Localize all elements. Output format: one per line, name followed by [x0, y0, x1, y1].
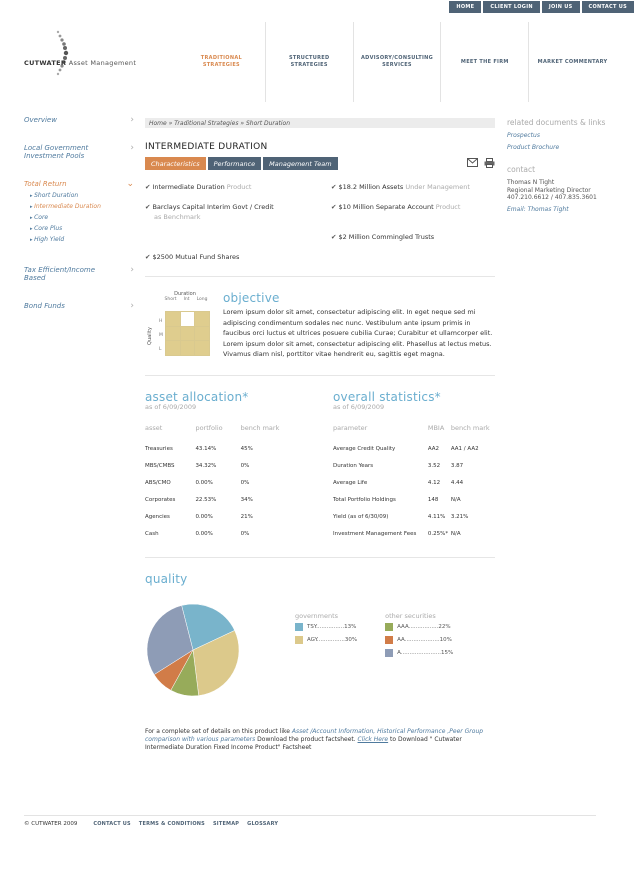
key-facts: [145, 182, 495, 262]
table-cell: 0.00%: [195, 514, 213, 520]
check-icon: ✔: [331, 233, 337, 241]
logo[interactable]: [24, 30, 144, 76]
table-row: [333, 526, 495, 543]
email-icon[interactable]: [467, 158, 478, 167]
table-cell: Average Life: [333, 480, 368, 486]
details-text: For a complete set of details on this product like: [145, 728, 292, 735]
legend-swatch: [385, 636, 393, 644]
table-cell: 21%: [240, 514, 253, 520]
asset-allocation-heading: asset allocation*: [145, 390, 249, 404]
objective-section: [145, 291, 495, 361]
overall-statistics: [333, 390, 495, 543]
related-docs-heading: related documents & links: [507, 118, 606, 127]
table-cell: 0%: [240, 463, 250, 469]
duration-columns: [161, 297, 211, 302]
divider: [145, 276, 495, 277]
duration-col-long: Long: [196, 297, 208, 302]
chevron-right-icon: ›: [130, 301, 134, 311]
legend-swatch: [295, 636, 303, 644]
fact-item: ✔ $2500 Mutual Fund Shares: [145, 253, 240, 261]
legend-item: [385, 636, 453, 644]
table-row: [333, 475, 495, 492]
print-icon[interactable]: [484, 158, 495, 168]
quality-pie-chart: [145, 602, 295, 700]
table-cell: Cash: [145, 531, 159, 537]
leftnav-bond-funds[interactable]: Bond Funds ›: [24, 301, 134, 311]
legend-label: AAA.................22%: [397, 624, 451, 630]
overall-statistics-table: [333, 424, 495, 543]
legend-item: [385, 623, 453, 631]
legend-label: AGY................30%: [307, 637, 358, 643]
check-icon: ✔: [145, 203, 151, 211]
leftnav-tax-efficient[interactable]: Tax Efficient/Income Based ›: [24, 265, 134, 282]
objective-heading: objective: [223, 291, 280, 305]
table-cell: 22.53%: [195, 497, 217, 503]
table-cell: Yield (as of 6/30/09): [333, 514, 389, 520]
footer-terms-link[interactable]: TERMS & CONDITIONS: [138, 821, 205, 827]
leftnav-local-government[interactable]: Local Government Investment Pools ›: [24, 143, 134, 160]
contact-email-link[interactable]: Email: Thomas Tight: [507, 205, 569, 213]
table-cell: AA2: [427, 446, 440, 452]
col-header: bench mark: [450, 424, 490, 432]
table-cell: 3.87: [450, 463, 464, 469]
legend-swatch: [385, 649, 393, 657]
chevron-right-icon: ›: [130, 265, 134, 275]
contact-name: Thomas N Tight: [507, 179, 555, 186]
tab-performance[interactable]: Performance: [208, 157, 262, 170]
legend-swatch: [385, 623, 393, 631]
table-cell: N/A: [450, 497, 461, 503]
legend-item: [295, 636, 357, 644]
pie-svg: [145, 602, 241, 698]
check-icon: ✔: [331, 203, 337, 211]
table-cell: Average Credit Quality: [333, 446, 396, 452]
style-cell: [181, 327, 195, 341]
quality-rows: [159, 315, 163, 357]
legend-label: TSY................13%: [307, 624, 357, 630]
fact-item: ✔ $2 Million Commingled Trusts: [331, 233, 435, 241]
table-cell: 43.14%: [195, 446, 217, 452]
main-content: [145, 118, 495, 752]
governments-heading: governments: [295, 612, 339, 620]
style-cell: [195, 312, 209, 326]
col-header: asset: [145, 424, 163, 432]
overall-statistics-date: as of 6/09/2009: [333, 403, 385, 411]
contact-phone: 407.210.6612 / 407.835.3601: [507, 194, 597, 201]
style-cell: [195, 341, 209, 355]
footer-sitemap-link[interactable]: SITEMAP: [212, 821, 240, 827]
duration-label: Duration: [174, 291, 196, 297]
table-cell: 4.11%: [427, 514, 446, 520]
fact-item: ✔ $18.2 Million Assets Under Management: [331, 183, 470, 191]
details-text: Download the product factsheet.: [255, 736, 358, 743]
table-row: [145, 458, 305, 475]
table-cell: MBS/CMBS: [145, 463, 175, 469]
style-grid: [165, 311, 210, 356]
style-cell-selected: [181, 312, 195, 326]
logo-text: CUTWATER Asset Management: [24, 59, 137, 67]
quality-section: [145, 602, 495, 700]
leftnav-sub-short-duration[interactable]: ▸ Short Duration: [30, 192, 134, 200]
leftnav-sub-intermediate-duration[interactable]: ▸ Intermediate Duration: [30, 203, 134, 211]
leftnav-total-return[interactable]: Total Return ⌄: [24, 179, 134, 189]
quality-legends: [295, 612, 453, 700]
table-row: [145, 441, 305, 458]
table-cell: 3.21%: [450, 514, 469, 520]
table-cell: 0%: [240, 480, 250, 486]
quality-row-l: L: [159, 347, 162, 352]
objective-text: Lorem ipsum dolor sit amet, consectetur adipiscing elit. In eget neque sed mi adipiscing condimentum sodales nec nunc. Vestibulum ante ipsum primis in faucibus orci luctus et ultrices posuere cubilia Curae; Curabitur et ullamcorper elit. Lorem ipsum dolor sit amet, consectetur adipiscing elit. Phasellus at lectus metus. Vivamus diam nisl, porttitor vitae hendrerit eu, sagittis eget magna.: [223, 308, 493, 358]
legend-label: AA....................10%: [397, 637, 452, 643]
table-row: [333, 492, 495, 509]
col-header: portfolio: [195, 424, 223, 432]
util-home-link[interactable]: HOME: [449, 1, 481, 13]
table-cell: Treasuries: [145, 446, 173, 452]
table-cell: 3.52: [427, 463, 441, 469]
leftnav-submenu: [30, 192, 134, 244]
fact-item: ✔ Barclays Capital Interim Govt / Credit as Benchmark: [145, 203, 274, 221]
tab-management-team[interactable]: Management Team: [263, 157, 337, 170]
utility-nav: [449, 1, 634, 13]
nav-traditional-strategies[interactable]: TRADITIONAL STRATEGIES: [178, 22, 266, 102]
right-sidebar: [507, 118, 622, 218]
util-contact-us-link[interactable]: CONTACT US: [582, 1, 634, 13]
table-cell: AA1 / AA2: [450, 446, 479, 452]
legend-item: [385, 649, 453, 657]
style-cell: [166, 327, 180, 341]
divider: [145, 557, 495, 558]
footer: [24, 815, 596, 827]
style-cell: [195, 327, 209, 341]
legend-swatch: [295, 623, 303, 631]
governments-legend: [295, 612, 357, 700]
asset-allocation-date: as of 6/09/2009: [145, 403, 197, 411]
legend-label: A.......................15%: [397, 650, 454, 656]
table-cell: Duration Years: [333, 463, 374, 469]
table-cell: 0.25%*: [427, 531, 449, 537]
asset-allocation: [145, 390, 305, 543]
col-header: bench mark: [240, 424, 280, 432]
style-cell: [166, 312, 180, 326]
fact-item: ✔ Intermediate Duration Product: [145, 183, 252, 191]
footer-contact-us-link[interactable]: CONTACT US: [93, 821, 131, 827]
other-securities-legend: [385, 612, 453, 700]
overall-statistics-heading: overall statistics*: [333, 390, 441, 404]
click-here-link[interactable]: Click Here: [357, 736, 389, 743]
table-cell: 148: [427, 497, 439, 503]
prospectus-link[interactable]: Prospectus: [507, 132, 540, 139]
breadcrumb[interactable]: Home » Traditional Strategies » Short Duration: [145, 118, 495, 128]
quality-row-m: M: [159, 333, 163, 338]
copyright: © CUTWATER 2009: [24, 821, 78, 827]
nav-advisory-consulting[interactable]: ADVISORY/CONSULTING SERVICES: [354, 22, 442, 102]
product-brochure-link[interactable]: Product Brochure: [507, 144, 560, 151]
table-cell: 0.00%: [195, 531, 213, 537]
leftnav-sub-core-plus[interactable]: ▸ Core Plus: [30, 225, 134, 233]
table-row: [145, 509, 305, 526]
quality-row-h: H: [159, 319, 163, 324]
check-icon: ✔: [145, 253, 151, 261]
other-securities-heading: other securities: [385, 612, 436, 620]
quality-heading: quality: [145, 572, 188, 586]
style-cell: [181, 341, 195, 355]
objective-text-block: [223, 291, 495, 361]
table-row: [333, 441, 495, 458]
duration-style-box: [145, 291, 215, 361]
divider: [145, 375, 495, 376]
table-cell: 34%: [240, 497, 253, 503]
logo-dots-icon: [52, 30, 72, 76]
contact-role: Regional Marketing Director: [507, 186, 591, 194]
col-header: parameter: [333, 424, 368, 432]
col-header: MBIA: [427, 424, 445, 432]
chevron-down-icon: ⌄: [126, 179, 134, 189]
table-row: [145, 475, 305, 492]
legend-item: [295, 623, 357, 631]
tab-actions: [467, 158, 495, 168]
footer-glossary-link[interactable]: GLOSSARY: [247, 821, 279, 827]
fact-item: ✔ $10 Million Separate Account Product: [331, 203, 461, 211]
asset-allocation-table: [145, 424, 305, 543]
table-cell: N/A: [450, 531, 461, 537]
stats-section: [145, 390, 495, 543]
footer-links: [93, 821, 278, 827]
factsheet-note: [145, 728, 495, 752]
table-row: [145, 526, 305, 543]
table-row: [333, 509, 495, 526]
chevron-right-icon: ›: [130, 143, 134, 153]
table-cell: ABS/CMO: [145, 480, 171, 486]
table-cell: Total Portfolio Holdings: [333, 497, 396, 503]
tab-bar: [145, 157, 495, 170]
table-row: [145, 492, 305, 509]
leftnav-overview[interactable]: Overview ›: [24, 115, 134, 125]
check-icon: ✔: [331, 183, 337, 191]
duration-col-short: Short: [164, 297, 177, 302]
main-nav: [178, 22, 616, 102]
style-cell: [166, 341, 180, 355]
chevron-right-icon: ›: [130, 115, 134, 125]
table-cell: Agencies: [145, 514, 170, 520]
leftnav-sub-core[interactable]: ▸ Core: [30, 214, 134, 222]
details-link[interactable]: Asset /Account Information, Historical Performance ,Peer Group comparison with various parameters: [145, 728, 484, 743]
table-cell: Corporates: [145, 497, 176, 503]
details-text: to Download " Cutwater Intermediate Duration Fixed Income Product" Factsheet: [145, 736, 462, 751]
left-nav: [24, 116, 134, 330]
table-cell: 0.00%: [195, 480, 213, 486]
table-cell: 4.44: [450, 480, 464, 486]
util-join-us-link[interactable]: JOIN US: [542, 1, 580, 13]
nav-structured-strategies[interactable]: STRUCTURED STRATEGIES: [266, 22, 354, 102]
table-cell: 4.12: [427, 480, 441, 486]
table-cell: 34.32%: [195, 463, 217, 469]
check-icon: ✔: [145, 183, 151, 191]
nav-market-commentary[interactable]: MARKET COMMENTARY: [537, 58, 608, 65]
tab-characteristics[interactable]: Characteristics: [145, 157, 206, 170]
quality-axis-label: Quality: [146, 327, 153, 345]
table-cell: 0%: [240, 531, 250, 537]
contact-heading: contact: [507, 165, 536, 174]
util-client-login-link[interactable]: CLIENT LOGIN: [483, 1, 539, 13]
leftnav-sub-high-yield[interactable]: ▸ High Yield: [30, 236, 134, 244]
nav-meet-the-firm[interactable]: MEET THE FIRM: [441, 22, 529, 102]
table-row: [333, 458, 495, 475]
table-cell: Investment Management Fees: [333, 531, 417, 537]
duration-col-int: Int: [183, 297, 190, 302]
table-cell: 45%: [240, 446, 253, 452]
page-title: INTERMEDIATE DURATION: [145, 142, 268, 152]
